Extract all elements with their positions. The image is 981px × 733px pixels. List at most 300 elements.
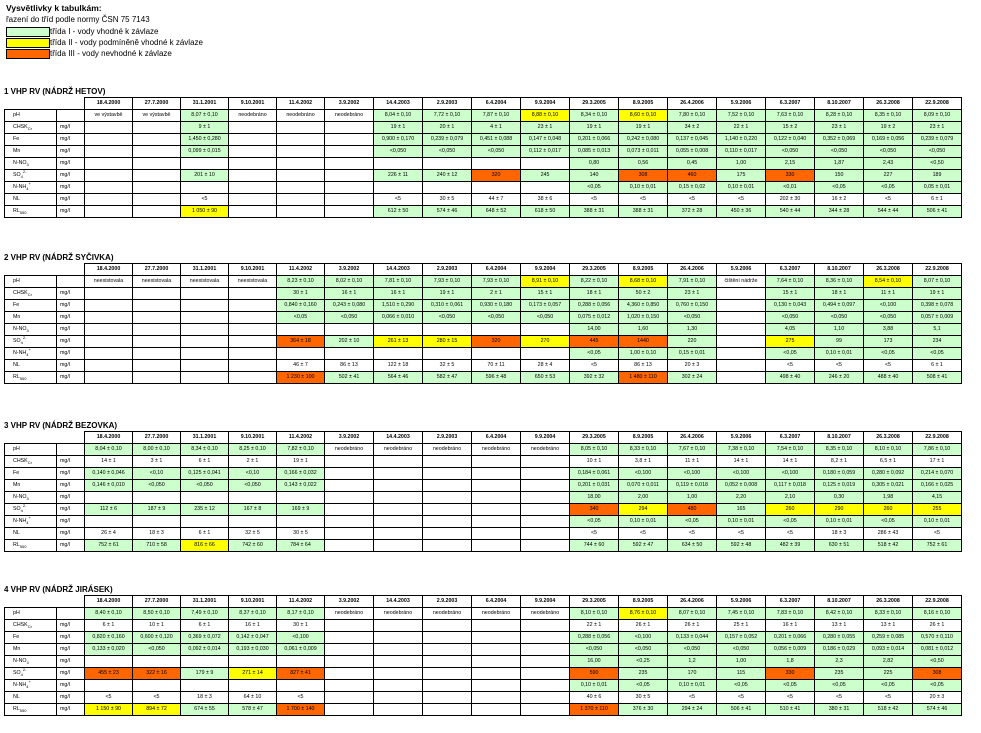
value-cell: 22 ± 1 xyxy=(717,122,766,134)
value-cell xyxy=(85,656,133,668)
value-cell xyxy=(85,158,133,170)
parameter-subscript: Cr xyxy=(27,126,32,132)
value-cell: <0,05 xyxy=(668,516,717,528)
value-cell xyxy=(277,134,325,146)
results-table xyxy=(4,97,962,218)
section-title: 2 VHP RV (NÁDRŽ SYČIVKA) xyxy=(4,253,114,262)
value-cell xyxy=(374,692,423,704)
value-cell xyxy=(374,540,423,552)
value-cell xyxy=(325,170,374,182)
value-cell: <0,10 xyxy=(133,468,181,480)
value-cell: 8,04 ± 0,10 xyxy=(374,110,423,122)
value-cell: <5 xyxy=(717,528,766,540)
value-cell xyxy=(374,480,423,492)
value-cell xyxy=(229,516,277,528)
value-cell: 2 ± 1 xyxy=(229,456,277,468)
results-table xyxy=(4,263,962,384)
parameter-name xyxy=(5,516,57,528)
table-row xyxy=(5,620,962,632)
value-cell xyxy=(325,644,374,656)
value-cell: 322 ± 16 xyxy=(133,668,181,680)
parameter-name xyxy=(5,504,57,516)
value-cell: 26 ± 1 xyxy=(619,620,668,632)
date-header: 26.4.2006 xyxy=(668,264,717,276)
date-header: 8.9.2005 xyxy=(619,432,668,444)
unit-cell: mg/l xyxy=(57,206,85,218)
parameter-label: N-NH xyxy=(13,350,27,356)
value-cell: <5 xyxy=(766,528,815,540)
value-cell: <5 xyxy=(277,692,325,704)
value-cell: 564 ± 46 xyxy=(374,372,423,384)
value-cell xyxy=(85,122,133,134)
value-cell: <5 xyxy=(668,692,717,704)
value-cell: <0,05 xyxy=(815,182,864,194)
value-cell: 40 ± 6 xyxy=(570,692,619,704)
value-cell: 596 ± 48 xyxy=(472,372,521,384)
value-cell: 742 ± 60 xyxy=(229,540,277,552)
value-cell: neodebráno xyxy=(374,444,423,456)
date-header: 8.10.2007 xyxy=(815,98,864,110)
value-cell xyxy=(423,528,472,540)
date-header: 8.10.2007 xyxy=(815,264,864,276)
value-cell: 392 ± 32 xyxy=(570,372,619,384)
value-cell xyxy=(85,288,133,300)
parameter-subscript: 4 xyxy=(26,520,29,526)
parameter-subscript: 3 xyxy=(26,328,29,334)
value-cell: 8,35 ± 0,10 xyxy=(864,110,913,122)
value-cell xyxy=(325,492,374,504)
date-header: 29.3.2005 xyxy=(570,98,619,110)
value-cell: 7,87 ± 0,10 xyxy=(472,110,521,122)
value-cell: 23 ± 1 xyxy=(521,122,570,134)
table-row xyxy=(5,206,962,218)
value-cell xyxy=(181,324,229,336)
parameter-name xyxy=(5,170,57,182)
value-cell xyxy=(521,680,570,692)
value-cell: 234 xyxy=(913,336,962,348)
value-cell: 0,093 ± 0,014 xyxy=(864,644,913,656)
value-cell xyxy=(181,182,229,194)
unit-cell: mg/l xyxy=(57,528,85,540)
value-cell xyxy=(423,644,472,656)
value-cell xyxy=(325,680,374,692)
value-cell: 0,760 ± 0,150 xyxy=(668,300,717,312)
table-row xyxy=(5,540,962,552)
value-cell: 0,369 ± 0,072 xyxy=(181,632,229,644)
value-cell: 0,186 ± 0,029 xyxy=(815,644,864,656)
value-cell: 0,130 ± 0,043 xyxy=(766,300,815,312)
value-cell: 15 ± 1 xyxy=(766,288,815,300)
value-cell xyxy=(374,158,423,170)
value-cell xyxy=(374,492,423,504)
parameter-superscript: + xyxy=(28,181,31,187)
date-header: 18.4.2000 xyxy=(85,432,133,444)
value-cell: 201 ± 10 xyxy=(181,170,229,182)
value-cell xyxy=(85,492,133,504)
parameter-name xyxy=(5,300,57,312)
parameter-label: N-NH xyxy=(13,518,27,524)
parameter-label: Fe xyxy=(13,302,20,308)
parameter-name xyxy=(5,656,57,668)
value-cell: 175 xyxy=(717,170,766,182)
value-cell xyxy=(423,456,472,468)
value-cell xyxy=(325,456,374,468)
date-header: 6.3.2007 xyxy=(766,98,815,110)
value-cell: 8,33 ± 0,10 xyxy=(864,608,913,620)
value-cell xyxy=(423,632,472,644)
value-cell xyxy=(423,540,472,552)
parameter-label: N-NO xyxy=(13,658,27,664)
value-cell: 202 ± 30 xyxy=(766,194,815,206)
value-cell: 376 ± 30 xyxy=(619,704,668,716)
value-cell: 0,305 ± 0,021 xyxy=(864,480,913,492)
date-header: 18.4.2000 xyxy=(85,98,133,110)
value-cell xyxy=(85,348,133,360)
value-cell xyxy=(277,656,325,668)
date-header: 27.7.2000 xyxy=(133,264,181,276)
parameter-label: NL xyxy=(13,362,20,368)
value-cell: 8,23 ± 0,10 xyxy=(277,276,325,288)
value-cell: 2 ± 1 xyxy=(472,288,521,300)
value-cell xyxy=(521,480,570,492)
value-cell: 8,35 ± 0,10 xyxy=(815,444,864,456)
value-cell: 0,288 ± 0,056 xyxy=(570,632,619,644)
parameter-label: pH xyxy=(13,446,20,452)
value-cell: 7,49 ± 0,10 xyxy=(181,608,229,620)
value-cell: 18 ± 3 xyxy=(815,528,864,540)
value-cell xyxy=(85,336,133,348)
value-cell: 0,280 ± 0,092 xyxy=(864,468,913,480)
value-cell: <0,01 xyxy=(766,182,815,194)
parameter-superscript: 2- xyxy=(22,169,27,175)
value-cell: 0,398 ± 0,078 xyxy=(913,300,962,312)
value-cell: 0,157 ± 0,052 xyxy=(717,632,766,644)
value-cell xyxy=(472,668,521,680)
value-cell: <5 xyxy=(913,528,962,540)
value-cell: 9 ± 1 xyxy=(181,122,229,134)
value-cell: 0,070 ± 0,011 xyxy=(619,480,668,492)
value-cell: 0,45 xyxy=(668,158,717,170)
value-cell: 7,93 ± 0,10 xyxy=(472,276,521,288)
date-header: 31.1.2001 xyxy=(181,264,229,276)
value-cell: <0,050 xyxy=(619,644,668,656)
table-row xyxy=(5,324,962,336)
legend-item xyxy=(6,48,203,59)
parameter-label: Mn xyxy=(13,646,21,652)
parameter-label: pH xyxy=(13,112,20,118)
value-cell: <0,25 xyxy=(619,656,668,668)
value-cell: 1 700 ± 140 xyxy=(277,704,325,716)
value-cell: 19 ± 1 xyxy=(913,288,962,300)
unit-cell: mg/l xyxy=(57,146,85,158)
value-cell: 7,82 ± 0,10 xyxy=(277,444,325,456)
unit-cell xyxy=(57,444,85,456)
value-cell: 752 ± 61 xyxy=(913,540,962,552)
value-cell: 16 ± 1 xyxy=(229,620,277,632)
value-cell: 0,099 ± 0,015 xyxy=(181,146,229,158)
parameter-label: SO xyxy=(13,670,21,676)
value-cell: <0,05 xyxy=(864,348,913,360)
value-cell: 8,34 ± 0,10 xyxy=(181,444,229,456)
value-cell: 70 ± 11 xyxy=(472,360,521,372)
value-cell: 7,80 ± 0,10 xyxy=(668,110,717,122)
parameter-name xyxy=(5,110,57,122)
table-row xyxy=(5,444,962,456)
value-cell xyxy=(181,158,229,170)
value-cell: 0,057 ± 0,009 xyxy=(913,312,962,324)
value-cell: 26 ± 1 xyxy=(668,620,717,632)
value-cell: 0,110 ± 0,017 xyxy=(717,146,766,158)
value-cell: 592 ± 47 xyxy=(619,540,668,552)
parameter-label: RL xyxy=(13,542,20,548)
value-cell: 0,066 ± 0,010 xyxy=(374,312,423,324)
value-cell: 7,86 ± 0,10 xyxy=(913,444,962,456)
value-cell: 14,00 xyxy=(570,324,619,336)
value-cell: 8,50 ± 0,10 xyxy=(133,608,181,620)
date-header: 6.4.2004 xyxy=(472,98,521,110)
value-cell xyxy=(133,656,181,668)
value-cell xyxy=(325,182,374,194)
value-cell xyxy=(229,170,277,182)
parameter-name xyxy=(5,644,57,656)
value-cell: 784 ± 64 xyxy=(277,540,325,552)
value-cell: 227 xyxy=(864,170,913,182)
value-cell: 1,00 xyxy=(717,656,766,668)
value-cell: 0,243 ± 0,080 xyxy=(325,300,374,312)
date-header: 26.4.2006 xyxy=(668,98,717,110)
value-cell xyxy=(374,504,423,516)
value-cell: 6 ± 1 xyxy=(181,456,229,468)
value-cell: <0,100 xyxy=(668,468,717,480)
date-header: 5.9.2006 xyxy=(717,596,766,608)
value-cell: 0,56 xyxy=(619,158,668,170)
date-header: 6.4.2004 xyxy=(472,264,521,276)
value-cell xyxy=(133,312,181,324)
value-cell xyxy=(423,480,472,492)
parameter-label: NL xyxy=(13,530,20,536)
value-cell xyxy=(229,182,277,194)
value-cell: 15 ± 1 xyxy=(521,288,570,300)
value-cell xyxy=(229,288,277,300)
date-header: 14.4.2003 xyxy=(374,98,423,110)
parameter-name xyxy=(5,276,57,288)
value-cell: <0,05 xyxy=(864,516,913,528)
value-cell: 344 ± 28 xyxy=(815,206,864,218)
unit-cell: mg/l xyxy=(57,170,85,182)
value-cell xyxy=(521,620,570,632)
value-cell: 0,061 ± 0,009 xyxy=(277,644,325,656)
value-cell: <0,05 xyxy=(864,182,913,194)
value-cell: <0,050 xyxy=(423,312,472,324)
value-cell: 7,38 ± 0,10 xyxy=(717,444,766,456)
value-cell xyxy=(423,324,472,336)
value-cell: 518 ± 42 xyxy=(864,540,913,552)
value-cell: 240 ± 12 xyxy=(423,170,472,182)
value-cell xyxy=(85,372,133,384)
value-cell: 506 ± 41 xyxy=(717,704,766,716)
parameter-name xyxy=(5,122,57,134)
value-cell xyxy=(133,134,181,146)
value-cell xyxy=(374,528,423,540)
value-cell: 1440 xyxy=(619,336,668,348)
date-header: 6.3.2007 xyxy=(766,596,815,608)
value-cell: 1,60 xyxy=(619,324,668,336)
parameter-superscript: 2- xyxy=(22,667,27,673)
value-cell: neodebráno xyxy=(325,110,374,122)
value-cell xyxy=(521,644,570,656)
value-cell: 189 xyxy=(913,170,962,182)
date-header: 2.9.2003 xyxy=(423,596,472,608)
value-cell: <0,050 xyxy=(717,644,766,656)
section-title: 1 VHP RV (NÁDRŽ HETOV) xyxy=(4,87,106,96)
value-cell: 744 ± 60 xyxy=(570,540,619,552)
value-cell xyxy=(472,656,521,668)
unit-cell: mg/l xyxy=(57,360,85,372)
station-section xyxy=(4,584,962,716)
value-cell: 179 ± 9 xyxy=(181,668,229,680)
date-header: 3.9.2002 xyxy=(325,98,374,110)
value-cell: 0,125 ± 0,019 xyxy=(815,480,864,492)
value-cell: ve výstavbě xyxy=(85,110,133,122)
parameter-subscript: 550 xyxy=(19,708,27,714)
value-cell: 8,17 ± 0,10 xyxy=(277,608,325,620)
value-cell: 0,146 ± 0,010 xyxy=(85,480,133,492)
value-cell xyxy=(133,158,181,170)
value-cell: 8,36 ± 0,10 xyxy=(815,276,864,288)
value-cell: 4,05 xyxy=(766,324,815,336)
table-row xyxy=(5,122,962,134)
value-cell xyxy=(85,516,133,528)
date-header: 26.3.2008 xyxy=(864,264,913,276)
value-cell: 302 ± 24 xyxy=(668,372,717,384)
value-cell: 1 370 ± 110 xyxy=(570,704,619,716)
value-cell: 18 ± 3 xyxy=(133,528,181,540)
value-cell: 187 ± 9 xyxy=(133,504,181,516)
value-cell xyxy=(521,516,570,528)
value-cell: <0,050 xyxy=(864,146,913,158)
value-cell: <5 xyxy=(864,194,913,206)
value-cell xyxy=(277,516,325,528)
value-cell: 235 xyxy=(815,668,864,680)
value-cell xyxy=(423,668,472,680)
value-cell xyxy=(85,324,133,336)
value-cell xyxy=(229,158,277,170)
parameter-name xyxy=(5,456,57,468)
parameter-label: SO xyxy=(13,338,21,344)
value-cell: 1 480 ± 110 xyxy=(619,372,668,384)
value-cell: 20 ± 1 xyxy=(423,122,472,134)
value-cell: 0,133 ± 0,044 xyxy=(668,632,717,644)
value-cell xyxy=(229,348,277,360)
value-cell: 364 ± 18 xyxy=(277,336,325,348)
value-cell: 1 050 ± 90 xyxy=(181,206,229,218)
value-cell: 0,214 ± 0,070 xyxy=(913,468,962,480)
parameter-label: CHSK xyxy=(13,124,28,130)
value-cell: 518 ± 42 xyxy=(864,704,913,716)
parameter-subscript: 4 xyxy=(26,186,29,192)
value-cell: neodebráno xyxy=(472,608,521,620)
value-cell: 8,05 ± 0,10 xyxy=(570,444,619,456)
date-header: 11.4.2002 xyxy=(277,98,325,110)
parameter-name xyxy=(5,444,57,456)
value-cell: 286 ± 43 xyxy=(864,528,913,540)
parameter-label: Mn xyxy=(13,148,21,154)
value-cell: <0,05 xyxy=(766,348,815,360)
value-cell: <0,050 xyxy=(570,644,619,656)
value-cell xyxy=(472,158,521,170)
value-cell: 202 ± 10 xyxy=(325,336,374,348)
value-cell: 1,10 xyxy=(815,324,864,336)
value-cell: <5 xyxy=(766,692,815,704)
value-cell: <0,05 xyxy=(913,680,962,692)
value-cell xyxy=(325,528,374,540)
value-cell xyxy=(325,504,374,516)
value-cell: 0,125 ± 0,041 xyxy=(181,468,229,480)
value-cell: 6 ± 1 xyxy=(181,528,229,540)
value-cell: 827 ± 41 xyxy=(277,668,325,680)
value-cell: <0,050 xyxy=(521,312,570,324)
value-cell xyxy=(229,372,277,384)
date-header: 5.9.2006 xyxy=(717,98,766,110)
value-cell: 5,1 xyxy=(913,324,962,336)
date-header: 22.9.2008 xyxy=(913,596,962,608)
station-section xyxy=(4,252,962,384)
value-cell: 19 ± 1 xyxy=(374,122,423,134)
value-cell: 30 ± 1 xyxy=(277,620,325,632)
value-cell xyxy=(229,656,277,668)
value-cell: 30 ± 1 xyxy=(277,288,325,300)
value-cell: 8,07 ± 0,10 xyxy=(913,276,962,288)
parameter-superscript: + xyxy=(28,515,31,521)
value-cell: 0,117 ± 0,018 xyxy=(766,480,815,492)
parameter-name xyxy=(5,288,57,300)
value-cell: 15 ± 2 xyxy=(766,122,815,134)
value-cell: 8,00 ± 0,10 xyxy=(133,444,181,456)
value-cell: 32 ± 5 xyxy=(229,528,277,540)
value-cell xyxy=(277,158,325,170)
value-cell: <0,05 xyxy=(570,182,619,194)
parameter-label: NL xyxy=(13,694,20,700)
value-cell: <0,05 xyxy=(913,348,962,360)
value-cell xyxy=(472,680,521,692)
value-cell: 0,052 ± 0,008 xyxy=(717,480,766,492)
unit-cell: mg/l xyxy=(57,324,85,336)
value-cell: 7,67 ± 0,10 xyxy=(668,444,717,456)
unit-cell: mg/l xyxy=(57,480,85,492)
value-cell xyxy=(472,692,521,704)
value-cell: 4 ± 1 xyxy=(472,122,521,134)
value-cell: 8,42 ± 0,10 xyxy=(815,608,864,620)
value-cell: <0,050 xyxy=(181,480,229,492)
value-cell xyxy=(374,620,423,632)
unit-cell: mg/l xyxy=(57,312,85,324)
legend xyxy=(6,3,203,59)
date-header: 9.10.2001 xyxy=(229,264,277,276)
value-cell: 590 xyxy=(570,668,619,680)
value-cell xyxy=(85,194,133,206)
unit-cell: mg/l xyxy=(57,540,85,552)
value-cell xyxy=(374,516,423,528)
value-cell: neodebráno xyxy=(521,444,570,456)
value-cell xyxy=(521,528,570,540)
value-cell: ve výstavbě xyxy=(133,110,181,122)
parameter-name xyxy=(5,194,57,206)
value-cell: 578 ± 47 xyxy=(229,704,277,716)
value-cell: 0,280 ± 0,055 xyxy=(815,632,864,644)
value-cell: 0,10 ± 0,01 xyxy=(717,182,766,194)
value-cell xyxy=(325,122,374,134)
value-cell xyxy=(521,540,570,552)
